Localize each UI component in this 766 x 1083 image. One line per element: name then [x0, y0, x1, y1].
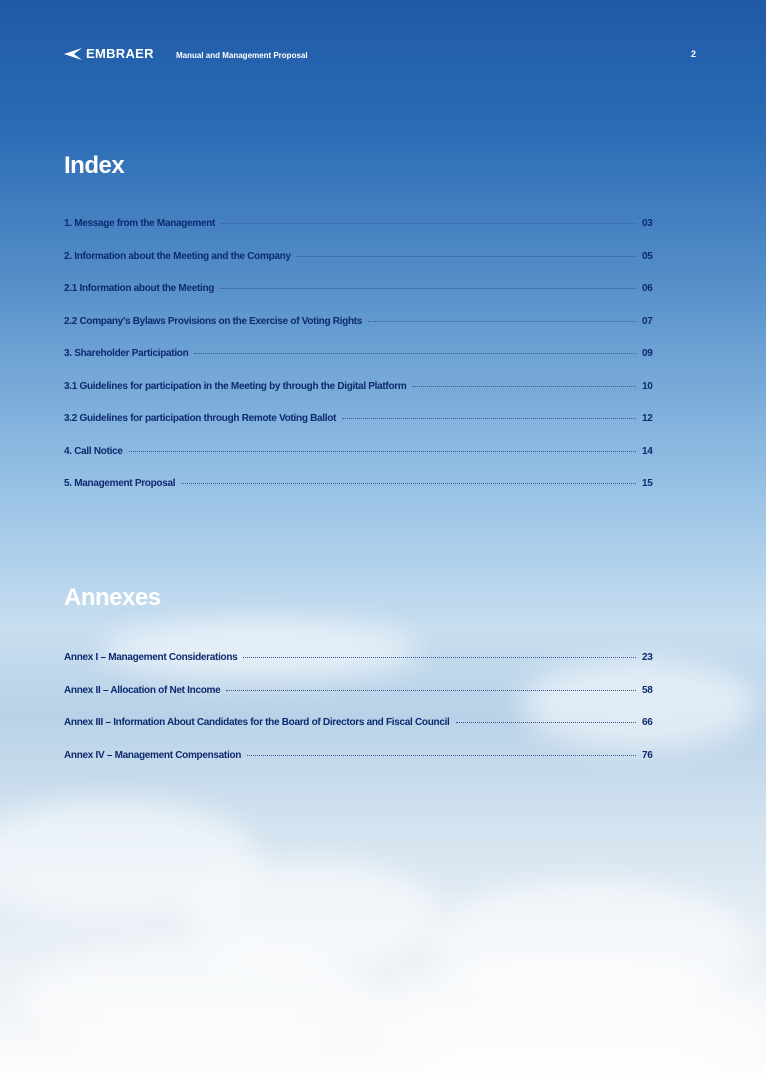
toc-entry-label: 2.2 Company's Bylaws Provisions on the Exercise of Voting Rights — [64, 315, 363, 327]
annex-entry-label: Annex III – Information About Candidates for the Board of Directors and Fiscal Council — [64, 717, 450, 728]
toc-entry-page: 07 — [642, 315, 653, 327]
annex-entry[interactable] — [64, 750, 658, 783]
annex-entry[interactable] — [64, 652, 658, 685]
toc-entry[interactable] — [64, 218, 658, 251]
dot-leader — [456, 722, 636, 723]
page-number: 2 — [690, 49, 696, 59]
toc-entry[interactable] — [64, 446, 658, 479]
toc-entry[interactable] — [64, 348, 658, 381]
toc-entry-page: 03 — [642, 218, 653, 229]
annex-entry-label: Annex I – Management Considerations — [64, 652, 238, 663]
toc-entry[interactable] — [64, 381, 658, 414]
toc-entry-page: 15 — [642, 478, 653, 489]
toc-entry-page: 14 — [642, 445, 653, 457]
annex-entry[interactable] — [64, 685, 658, 718]
header-subtitle: Manual and Management Proposal — [176, 51, 308, 60]
dot-leader — [247, 755, 636, 756]
toc-entry[interactable] — [64, 478, 658, 511]
dot-leader — [412, 386, 636, 387]
index-list — [64, 218, 658, 511]
toc-entry-page: 06 — [642, 283, 653, 294]
toc-entry-label: 3.1 Guidelines for participation in the Meeting by through the Digital Platform — [64, 380, 407, 392]
dot-leader — [368, 321, 636, 322]
annex-entry-page: 23 — [642, 652, 653, 663]
toc-entry[interactable] — [64, 413, 658, 446]
page-header — [64, 44, 704, 66]
annex-entry-page: 76 — [642, 749, 653, 761]
dot-leader — [342, 418, 636, 419]
dot-leader — [181, 483, 636, 484]
dot-leader — [226, 690, 636, 691]
toc-entry[interactable] — [64, 251, 658, 284]
annex-entry-page: 58 — [642, 684, 653, 696]
toc-entry[interactable] — [64, 316, 658, 349]
annexes-title: Annexes — [64, 584, 161, 611]
annex-entry-label: Annex IV – Management Compensation — [64, 749, 242, 761]
toc-entry-label: 3.2 Guidelines for participation through Remote Voting Ballot — [64, 413, 337, 424]
annexes-list — [64, 652, 658, 782]
company-logo — [64, 46, 154, 61]
dot-leader — [243, 657, 636, 658]
toc-entry-page: 05 — [642, 250, 653, 262]
cloud-background — [360, 960, 766, 1080]
toc-entry-label: 2. Information about the Meeting and the Company — [64, 250, 291, 262]
toc-entry-label: 3. Shareholder Participation — [64, 348, 189, 359]
toc-entry[interactable] — [64, 283, 658, 316]
toc-entry-label: 2.1 Information about the Meeting — [64, 283, 215, 294]
annex-entry-label: Annex II – Allocation of Net Income — [64, 684, 221, 696]
toc-entry-page: 10 — [642, 380, 653, 392]
dot-leader — [129, 451, 636, 452]
index-title: Index — [64, 152, 125, 179]
dot-leader — [297, 256, 636, 257]
dot-leader — [221, 223, 636, 224]
toc-entry-label: 4. Call Notice — [64, 445, 123, 457]
toc-entry-page: 12 — [642, 413, 653, 424]
dot-leader — [220, 288, 636, 289]
dot-leader — [194, 353, 636, 354]
toc-entry-label: 5. Management Proposal — [64, 478, 176, 489]
cloud-background — [20, 940, 380, 1060]
toc-entry-label: 1. Message from the Management — [64, 218, 216, 229]
toc-entry-page: 09 — [642, 348, 653, 359]
annex-entry-page: 66 — [642, 717, 653, 728]
logo-text: EMBRAER — [86, 46, 154, 61]
annex-entry[interactable] — [64, 717, 658, 750]
plane-icon — [64, 48, 82, 60]
